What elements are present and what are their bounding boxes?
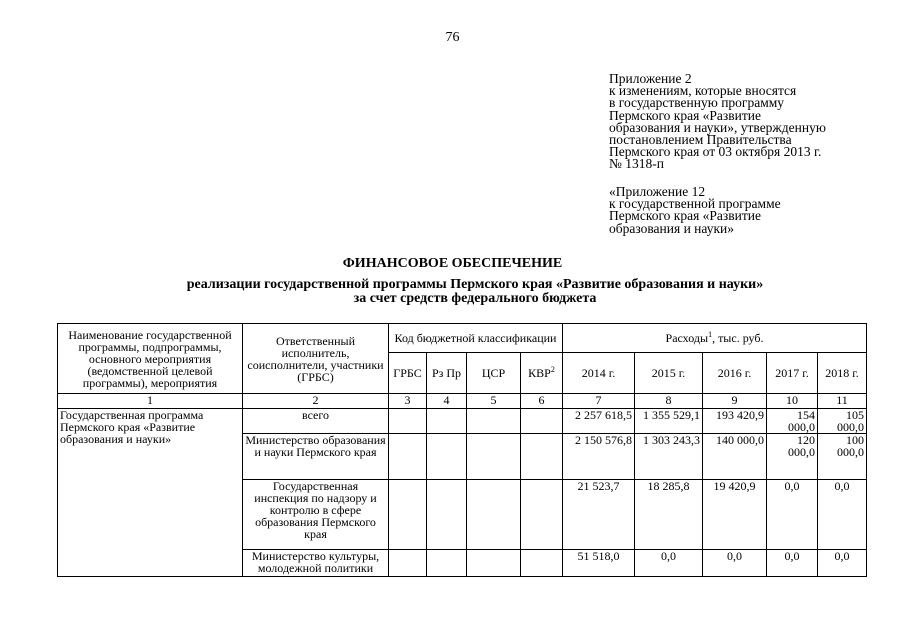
value-cell: 18 285,8 (635, 480, 703, 550)
appendix-line: образования и науки» (609, 220, 735, 236)
expenses-unit: , тыс. руб. (712, 331, 764, 345)
kvr-cell (521, 550, 563, 577)
header-year: 2018 г. (818, 353, 867, 394)
value-cell: 1 303 243,3 (635, 434, 703, 480)
executor-cell: Министерство образования и науки Пермского края (243, 434, 389, 480)
value-cell: 19 420,9 (703, 480, 767, 550)
value-cell: 193 420,9 (703, 409, 767, 434)
header-expenses (563, 324, 867, 353)
expenses-label: Расходы (665, 331, 709, 345)
value-cell: 120 000,0 (767, 434, 818, 480)
grbs-cell (389, 409, 427, 434)
expenses-footnote: 1 (708, 330, 713, 339)
csr-cell (467, 434, 521, 480)
appendix-block (609, 73, 826, 171)
header-kvr (521, 353, 563, 394)
header-executor: Ответственный исполнитель, соисполнители, участники (ГРБС) (243, 324, 389, 394)
column-number: 3 (389, 394, 427, 409)
column-number: 11 (818, 394, 867, 409)
grbs-cell (389, 550, 427, 577)
appendix-line: Пермского края «Развитие (609, 208, 761, 224)
value-cell: 51 518,0 (563, 550, 635, 577)
appendix-line: «Приложение 12 (609, 184, 706, 199)
column-number: 1 (58, 394, 243, 409)
kvr-label: КВР (528, 366, 551, 380)
value-cell: 0,0 (818, 480, 867, 550)
grbs-cell (389, 434, 427, 480)
column-number: 10 (767, 394, 818, 409)
csr-cell (467, 409, 521, 434)
appendix-line: в государственную программу (609, 95, 785, 111)
financing-table (57, 323, 867, 577)
grbs-cell (389, 480, 427, 550)
document-subtitle (145, 278, 805, 306)
value-cell: 2 257 618,5 (563, 409, 635, 434)
executor-cell: всего (243, 409, 389, 434)
column-number: 6 (521, 394, 563, 409)
rzpr-cell (427, 550, 467, 577)
csr-cell (467, 550, 521, 577)
header-budget-code: Код бюджетной классификации (389, 324, 563, 353)
appendix-line: к изменениям, которые вносятся (609, 83, 797, 99)
value-cell: 154 000,0 (767, 409, 818, 434)
value-cell: 2 150 576,8 (563, 434, 635, 480)
page-number: 76 (445, 30, 460, 45)
kvr-cell (521, 409, 563, 434)
value-cell: 0,0 (703, 550, 767, 577)
value-cell: 21 523,7 (563, 480, 635, 550)
column-number: 7 (563, 394, 635, 409)
appendix-line: к государственной программе (609, 196, 781, 212)
value-cell: 0,0 (818, 550, 867, 577)
appendix-line: образования и науки», утвержденную (609, 119, 826, 135)
kvr-cell (521, 434, 563, 480)
rzpr-cell (427, 434, 467, 480)
program-name-cell: Государственная программа Пермского края «Развитие образования и науки» (58, 409, 243, 577)
subtitle-line: реализации государственной программы Пермского края «Развитие образования и науки» (186, 277, 764, 292)
table-row (58, 409, 867, 434)
value-cell: 105 000,0 (818, 409, 867, 434)
column-number-row (58, 394, 867, 409)
header-name: Наименование государственной программы, подпрограммы, основного мероприятия (ведомственной целевой программы), мероприятия (58, 324, 243, 394)
rzpr-cell (427, 409, 467, 434)
appendix-line: № 1318-п (609, 156, 664, 172)
value-cell: 1 355 529,1 (635, 409, 703, 434)
value-cell: 0,0 (767, 480, 818, 550)
rzpr-cell (427, 480, 467, 550)
appendix-line: Приложение 2 (609, 71, 692, 86)
appendix-line: Пермского края «Развитие (609, 107, 761, 123)
value-cell: 0,0 (767, 550, 818, 577)
column-number: 2 (243, 394, 389, 409)
executor-cell: Государственная инспекция по надзору и контролю в сфере образования Пермского края (243, 480, 389, 550)
kvr-cell (521, 480, 563, 550)
appendix-block-2 (609, 186, 781, 235)
subtitle-line: за счет средств федерального бюджета (353, 291, 597, 306)
appendix-line: Пермского края от 03 октября 2013 г. (609, 144, 822, 160)
header-rzpr: Рз Пр (427, 353, 467, 394)
header-year: 2014 г. (563, 353, 635, 394)
column-number: 4 (427, 394, 467, 409)
value-cell: 0,0 (635, 550, 703, 577)
column-number: 9 (703, 394, 767, 409)
column-number: 8 (635, 394, 703, 409)
csr-cell (467, 480, 521, 550)
document-title: ФИНАНСОВОЕ ОБЕСПЕЧЕНИЕ (342, 256, 563, 271)
header-csr: ЦСР (467, 353, 521, 394)
value-cell: 100 000,0 (818, 434, 867, 480)
header-grbs: ГРБС (389, 353, 427, 394)
column-number: 5 (467, 394, 521, 409)
kvr-footnote: 2 (550, 365, 555, 374)
header-year: 2015 г. (635, 353, 703, 394)
header-year: 2017 г. (767, 353, 818, 394)
header-year: 2016 г. (703, 353, 767, 394)
value-cell: 140 000,0 (703, 434, 767, 480)
appendix-line: постановлением Правительства (609, 132, 792, 148)
executor-cell: Министерство культуры, молодежной политики (243, 550, 389, 577)
